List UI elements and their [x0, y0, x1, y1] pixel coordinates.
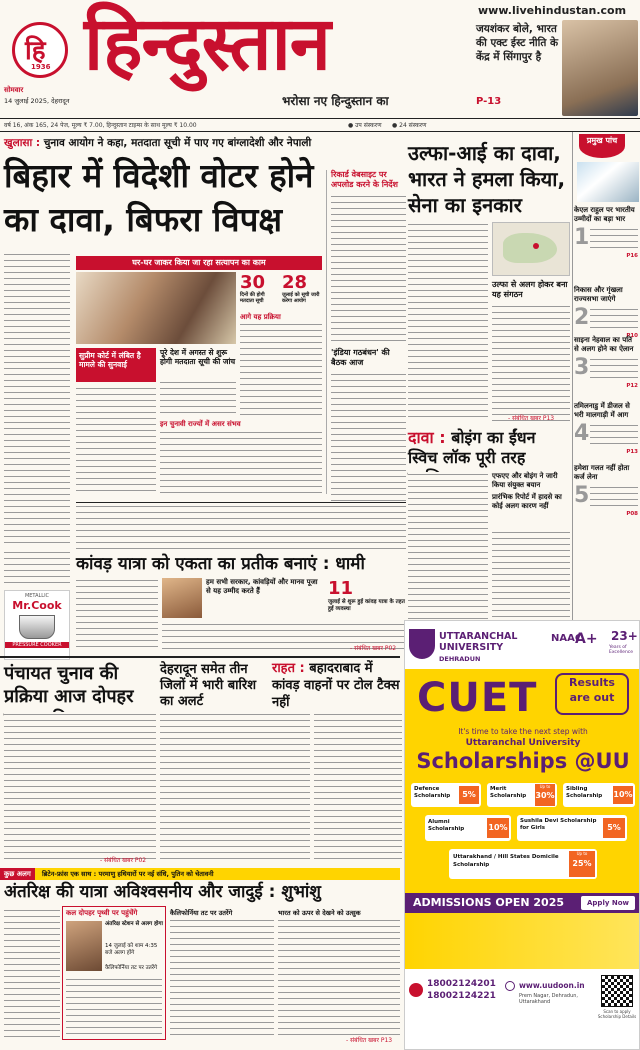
ad-address: Prem Nagar, Dehradun, Uttarakhand	[519, 993, 579, 1005]
ad-web[interactable]: www.uudoon.in	[519, 981, 585, 990]
ulfa-credit[interactable]: - संबंधित खबर P13	[508, 415, 555, 422]
space-right-title: भारत को ऊपर से देखने को उत्सुक	[278, 909, 361, 917]
space-box-body	[66, 977, 162, 1037]
ad-years-sub: Years of Excellence	[609, 645, 634, 655]
scheme-alumni	[425, 815, 511, 841]
scheme-merit-upto: Up to	[539, 784, 551, 789]
sidebar-item[interactable]	[574, 286, 638, 339]
ulfa-headline[interactable]: उल्फा-आई का दावा, भारत ने हमला किया, सेना का इनकार	[408, 141, 566, 217]
boeing-bullet-1: एफएए और बोइंग ने जारी किया संयुक्त बयान	[492, 472, 558, 489]
reaction-head: आगे यह प्रक्रिया	[240, 313, 281, 321]
sidebar-item-number: 3	[574, 355, 590, 380]
masthead-date: 14 जुलाई 2025, देहरादून	[4, 97, 70, 105]
stat-2-text: जुलाई को सूची जारी करेगा आयोग	[282, 292, 320, 304]
qr-code-icon[interactable]	[601, 975, 633, 1007]
kanwar-stat-number: 11	[328, 578, 354, 599]
space-body-2	[170, 918, 274, 1040]
scheme-alumni-name: Alumni Scholarship	[428, 819, 465, 832]
sidebar-item-number: 5	[574, 483, 590, 508]
sidebar-item-title: साइना नेहवाल का पति से अलग होने का ऐलान	[574, 336, 634, 353]
phone-icon	[409, 983, 423, 997]
university-logo-icon	[409, 629, 435, 659]
ad-phone-2[interactable]: 18002124221	[427, 991, 496, 1001]
sidebar-item-number: 2	[574, 305, 590, 330]
sidebar-item-body	[590, 485, 638, 511]
left-ad[interactable]	[4, 590, 70, 660]
stat-1-text: दिनों की होगी मतदाता सूची	[240, 292, 265, 304]
sidebar-item[interactable]	[574, 206, 638, 259]
ad-grade: A+	[575, 631, 598, 647]
space-box-item-2: 14 जुलाई को शाम 4:35 बजे अलग होंगे	[105, 943, 158, 956]
scheme-domicile-pct	[569, 851, 595, 877]
boeing-bullets	[492, 472, 570, 510]
masthead-tagline: भरोसा नए हिन्दुस्तान का	[282, 94, 389, 108]
left-promo	[4, 550, 70, 588]
masthead-logo	[12, 22, 68, 78]
imagine-head: इन चुनावी राज्यों में असर संभव	[160, 420, 241, 428]
space-mid-title: कैलिफोर्निया तट पर उतरेंगे	[170, 909, 233, 917]
callout-1-text: सुप्रीम कोर्ट में लंबित है मामले की सुनवाई	[79, 351, 141, 369]
logo-mark-icon: हि	[25, 36, 46, 66]
scheme-sushila	[517, 815, 627, 841]
lead-kicker-rest: चुनाव आयोग ने कहा, मतदाता सूची में पाए गए बांग्लादेशी और नेपाली	[43, 137, 312, 149]
ad-naac: NAAC	[551, 633, 583, 644]
callout-1	[76, 348, 156, 382]
sidebar-item[interactable]	[574, 336, 638, 389]
masthead-title: हिन्दुस्तान	[84, 1, 330, 87]
edition-mark-1: ● उप संस्करण	[348, 122, 382, 129]
left-ad-brand: Mr.Cook	[12, 599, 62, 612]
apply-now-button[interactable]: Apply Now	[581, 896, 635, 910]
ad-main	[405, 669, 640, 969]
scheme-alumni-pct: 10%	[487, 818, 509, 838]
sidebar-item-page: P10	[626, 333, 638, 339]
sidebar-item-page: P13	[626, 449, 638, 455]
stat-2-number: 28	[282, 272, 308, 293]
ad-next-step: It's time to take the next step with	[458, 727, 588, 736]
ad-city: DEHRADUN	[439, 655, 481, 663]
space-ticker: ब्रिटेन-फ्रांस एक साथ : परमाणु हथियारों पर नई संधि, पुतिन को चेतावनी	[42, 870, 214, 878]
sidebar-item-body	[590, 307, 638, 333]
scheme-defence-pct: 5%	[459, 786, 479, 804]
scheme-sushila-name: Sushila Devi Scholarship for Girls	[520, 818, 597, 831]
masthead-day: सोमवार	[4, 86, 24, 94]
sidebar-item-body	[590, 357, 638, 383]
sidebar-item-title: हमेशा गलत नहीं होता कर्ज लेना	[574, 464, 630, 481]
ear-photo	[562, 20, 638, 116]
space-box-item-1: अंतरिक्ष स्टेशन से अलग होगा	[105, 921, 163, 927]
side-box-body	[331, 194, 406, 344]
dehradun-body	[160, 712, 310, 864]
sidebar-item[interactable]	[574, 464, 638, 517]
lead-body-col2	[76, 386, 156, 496]
space-headline[interactable]: अंतरिक्ष की यात्रा अविश्वसनीय और जादुई : शुभांशु	[4, 882, 321, 902]
space-box-item-3: कैलिफोर्निया तट पर उतरेंगे	[105, 965, 158, 971]
space-box-title: कल दोपहर पृथ्वी पर पहुंचेंगे	[66, 909, 138, 917]
scheme-defence	[411, 783, 481, 807]
cooker-icon	[19, 615, 55, 639]
space-body-1	[4, 908, 60, 1038]
ad-results-2: are out	[569, 691, 615, 704]
scheme-merit-pct-value: 30%	[535, 791, 555, 800]
scheme-merit-name: Merit Scholarship	[490, 786, 527, 799]
scheme-sushila-pct: 5%	[603, 818, 625, 838]
left-ad-sub: METALLIC	[24, 593, 50, 599]
toll-headline-wrap[interactable]	[272, 660, 402, 711]
side-box-sub: 'इंडिया गठबंधन' की बैठक आज	[331, 348, 390, 367]
ad-footer	[405, 969, 640, 1050]
lead-stat-box	[238, 272, 322, 312]
scheme-defence-name: Defence Scholarship	[414, 786, 451, 799]
scheme-sibling-pct: 10%	[613, 786, 633, 804]
ad-scholarships: Scholarships @UU	[416, 749, 630, 773]
website[interactable]: www.livehindustan.com	[478, 4, 627, 17]
sidebar-item[interactable]	[574, 402, 638, 455]
sidebar-item-title: तमिलनाडु में डीजल से भरी मालगाड़ी में आग	[574, 402, 630, 419]
kanwar-body-1	[76, 578, 158, 652]
scheme-merit	[487, 783, 557, 807]
ad-banner-stripe	[405, 913, 640, 969]
ear-page: P-13	[476, 96, 502, 107]
lead-kicker-line	[4, 136, 396, 150]
left-ad-tag: PRESSURE COOKER	[5, 642, 69, 648]
sidebar-item-page: P12	[626, 383, 638, 389]
scheme-domicile-upto: Up to	[576, 851, 588, 856]
ad-results-1: Results	[569, 676, 615, 689]
lead-kicker: खुलासा :	[4, 137, 41, 149]
stat-1-number: 30	[240, 272, 266, 293]
ulfa-body-2	[492, 304, 570, 422]
reaction-body	[240, 322, 322, 418]
ear-text: जयशंकर बोले, भारत की एक्ट ईस्ट नीति के केंद्र में सिंगापुर है	[476, 23, 559, 63]
sidebar-item-page: P16	[626, 253, 638, 259]
map-marker-icon	[533, 243, 539, 249]
panchayat-body	[4, 712, 156, 864]
ad-years: 23+	[611, 629, 638, 643]
toll-kicker: राहत :	[272, 661, 305, 676]
masthead	[0, 0, 640, 120]
lead-photo-banner: घर-घर जाकर किया जा रहा सत्यापन का काम	[76, 256, 322, 270]
lead-photo	[76, 272, 236, 344]
callout-2: पूरे देश में अगस्त से शुरू होगी मतदाता सूची की जांच	[160, 348, 236, 366]
ad-university: UTTARANCHAL UNIVERSITY	[439, 631, 518, 653]
space-body-3	[278, 918, 400, 1040]
lead-headline[interactable]: बिहार में विदेशी वोटर होने का दावा, बिफरा विपक्ष	[4, 156, 314, 239]
ad-phone-1[interactable]: 18002124201	[427, 979, 496, 989]
boeing-body-1	[408, 472, 488, 640]
side-box-title: रिकार्ड वेबसाइट पर अपलोड करने के निर्देश	[331, 170, 398, 189]
sidebar-item-title: निकास और गृंखला राज्यसभा जाएंगे	[574, 286, 623, 303]
space-box	[62, 906, 166, 1040]
boeing-headline: बोइंग का ईंधन स्विच लॉक पूरी तरह	[408, 428, 536, 467]
toll-headline: बहादराबाद में कांवड़ वाहनों पर टोल टैक्स नहीं	[272, 661, 400, 710]
ulfa-map	[492, 222, 570, 276]
dehradun-headline[interactable]: देहरादून समेत तीन जिलों में भारी बारिश का अलर्ट	[160, 662, 257, 709]
panchayat-credit[interactable]: - संबंधित खबर P02	[100, 857, 147, 864]
globe-icon	[505, 981, 515, 991]
scheme-domicile	[449, 849, 597, 879]
kanwar-stat	[328, 578, 406, 613]
university-ad[interactable]	[404, 620, 640, 1050]
boeing-bullet-2: प्रारंभिक रिपोर्ट में हादसे का कोई अलग कारण नहीं	[492, 493, 562, 510]
panchayat-headline[interactable]: पंचायत चुनाव की प्रक्रिया आज दोपहर	[4, 663, 134, 707]
space-credit[interactable]: - संबंधित खबर P13	[346, 1037, 393, 1044]
info-line: वर्ष 16, अंक 165, 24 पेज, मूल्य ₹ 7.00, हिन्दुस्तान टाइम्स के साथ मूल्य ₹ 10.00	[4, 122, 197, 129]
info-bar	[0, 118, 640, 132]
toll-body	[314, 712, 402, 864]
space-label: कुछ अलग	[0, 868, 35, 880]
sidebar-item-body	[590, 423, 638, 449]
side-box	[326, 170, 406, 494]
lead-body-col3	[160, 380, 236, 416]
edition-mark-2: ● 24 संस्करण	[392, 122, 427, 129]
ad-scan: Scan to apply Scholarship Details	[597, 1009, 637, 1019]
kanwar-headline[interactable]: कांवड़ यात्रा को एकता का प्रतीक बनाएं : धामी	[76, 554, 365, 574]
scheme-merit-pct	[535, 784, 555, 806]
scheme-sibling-name: Sibling Scholarship	[566, 786, 603, 799]
ad-results-badge	[555, 673, 629, 715]
kanwar-stat-text: जुलाई से शुरू हुई कांवड़ यात्रा के तहत हुई व्यवस्था	[328, 599, 405, 612]
sidebar-item-number: 4	[574, 421, 590, 446]
ad-header	[405, 621, 640, 669]
space-ticker-bar	[0, 868, 400, 880]
sidebar-item-page: P08	[626, 511, 638, 517]
lead-body-col4	[160, 430, 322, 496]
ad-admissions: ADMISSIONS OPEN 2025	[413, 896, 565, 909]
ad-cuet: CUET	[417, 675, 538, 721]
ulfa-body-1	[408, 222, 488, 422]
sidebar-photo	[577, 162, 639, 202]
kanwar-body-top	[76, 504, 406, 552]
map-region-icon	[503, 233, 557, 263]
ad-admissions-bar	[405, 893, 640, 913]
sidebar-item-number: 1	[574, 225, 590, 250]
scheme-sibling	[563, 783, 635, 807]
ulfa-map-caption: उल्फा से अलग होकर बना यह संगठन	[492, 280, 568, 299]
kanwar-credit[interactable]: - संबंधित खबर P02	[350, 645, 397, 652]
side-box-body-2	[331, 372, 406, 502]
kanwar-quote: हम सभी सरकार, कांवड़ियों और मानव पूजा से यह उम्मीद करते हैं	[206, 578, 318, 595]
astronaut-photo	[66, 921, 102, 971]
boeing-kicker: दावा :	[408, 428, 446, 447]
lead-body-col1	[4, 252, 70, 548]
logo-year: 1936	[31, 63, 51, 71]
sidebar-badge: प्रमुख पांच	[579, 134, 625, 158]
scheme-domicile-pct-value: 25%	[572, 859, 592, 868]
scheme-domicile-name: Uttarakhand / Hill States Domicile Scholarship	[453, 854, 559, 868]
dhami-photo	[162, 578, 202, 618]
sidebar-item-title: केएल राहुल पर भारतीय उम्मीदों का बड़ा भार	[574, 206, 635, 223]
sidebar-item-body	[590, 227, 638, 253]
ad-next-step-2: Uttaranchal University	[465, 738, 581, 748]
